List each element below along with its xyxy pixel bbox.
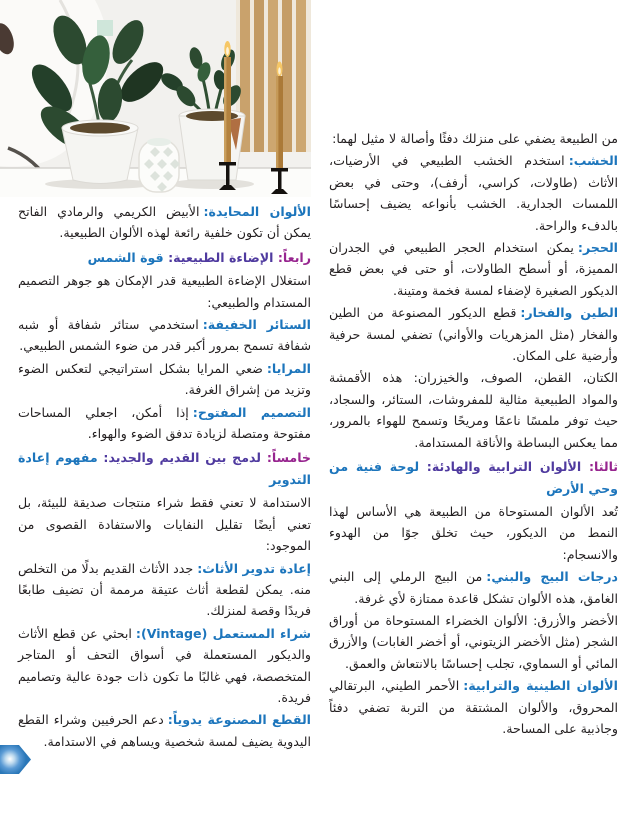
para-text: جدد الأثاث القديم بدلًا من التخلص منه. يمكن لقطعة أثاث عتيقة مرممة أن تضيف طابعًا فريدًا وقصة لمنزلك. [18, 560, 311, 619]
left-text-column [18, 201, 311, 753]
para-text: يمكن استخدام الحجر الطبيعي في الجدران المميزة، أو أسطح الطاولات، أو حتى في بعض قطع الديكور الصغيرة لإضفاء لمسة فخمة ومتينة. [329, 240, 618, 298]
section-wood [329, 150, 618, 236]
white-plant-pot-left [62, 120, 138, 184]
term-label-open-design: التصميم المفتوح: [192, 404, 311, 420]
section-mirrors [18, 358, 311, 401]
white-plant-pot-right [179, 109, 245, 180]
heading-fourth-section [18, 247, 311, 268]
section-neutral-colors [18, 201, 311, 244]
term-label-stone: الحجر: [577, 240, 618, 256]
para-text: الكتان، القطن، الصوف، والخيزران: هذه الأقمشة والمواد الطبيعية مثالية للمفروشات، الستائر، والسجاد، حيث توفر ملمسًا ناعمًا ومريحًا وتسمح للهواء بالمرور، مما يعكس البساطة والأناقة المستدامة. [329, 370, 618, 450]
heading-ordinal: ثالثا: [588, 459, 619, 475]
section-vintage-shopping [18, 623, 311, 709]
inline-photo [0, 0, 311, 197]
heading-title: الألوان الترابية والهادئة: [426, 459, 582, 475]
term-label-clay: الطين والفخار: [520, 305, 619, 321]
section-handmade-pieces [18, 709, 311, 752]
para-text: إذا أمكن، اجعلي المساحات مفتوحة ومتصلة لزيادة تدفق الضوء والهواء. [18, 404, 311, 442]
heading-title: الإضاءة الطبيعية: [168, 249, 274, 265]
para-text: الأبيض الكريمي والرمادي الفاتح يمكن أن تكون خلفية رائعة لهذه الألوان الطبيعية. [18, 204, 311, 241]
para-recycle-intro [18, 492, 311, 556]
para-text: ضعي المرايا بشكل استراتيجي لتعكس الضوء وتزيد من إشراق الغرفة. [18, 360, 311, 398]
section-beige-brown [329, 566, 618, 609]
para-colors-intro [329, 501, 618, 565]
heading-subtitle: مفهوم إعادة التدوير [18, 450, 311, 487]
heading-third-section [329, 456, 618, 499]
para-continuation [329, 128, 618, 149]
section-earthy-colors [329, 675, 618, 739]
para-text: ابحثي عن قطع الأثاث والديكور المستعملة في أسواق التحف أو المتاجر المتخصصة، فهي غالبًا ما تكون ذات جودة عالية وتصاميم فريدة. [18, 625, 311, 705]
para-natural-fabrics [329, 367, 618, 453]
para-lighting-intro [18, 270, 311, 313]
para-text: قطع الديكور المصنوعة من الطين والفخار (مثل المزهريات والأواني) تضفي لمسة حرفية وأرضية على المكان. [329, 305, 618, 364]
para-text: من الطبيعة يضفي على منزلك دفئًا وأصالة لا مثيل لهما: [332, 131, 618, 146]
heading-subtitle: قوة الشمس [87, 249, 164, 265]
term-label-upcycling: إعادة تدوير الأثاث: [197, 560, 311, 576]
heading-ordinal: خامساً: [266, 450, 312, 466]
section-light-curtains [18, 314, 311, 357]
heading-title: لدمج بين القديم والجديد: [103, 450, 262, 466]
heading-ordinal: رابعاً: [277, 249, 311, 265]
section-open-design [18, 402, 311, 445]
para-text: الأخضر والأزرق: الألوان الخضراء المستوحاة من أوراق الشجر (مثل الأخضر الزيتوني، أو أخضر الغابات) والأزرق المائي أو السماوي، تجلب إحساسًا بالانتعاش والعمق. [329, 612, 618, 671]
term-label-curtains: الستائر الخفيفة: [202, 317, 311, 333]
term-label-beige: درجات البيج والبني: [486, 569, 619, 585]
term-label-vintage: شراء المستعمل (Vintage): [135, 625, 311, 641]
para-text: الاستدامة لا تعني فقط شراء منتجات صديقة للبيئة، بل تعني أيضًا تقليل النفايات والاستفادة القصوى من الموجود: [18, 495, 311, 554]
mint-glass [97, 20, 113, 36]
para-text: الأحمر الطيني، البرتقالي المحروق، والألوان المشتقة من التربة تضفي دفئاً وجاذبية على المساحة. [329, 678, 618, 736]
term-label-handmade: القطع المصنوعة يدوياً: [167, 712, 311, 728]
wood-slats [236, 0, 311, 152]
term-label-earthy: الألوان الطينية والترابية: [463, 678, 618, 694]
heading-fifth-section [18, 447, 311, 490]
heading-subtitle: لوحة فنية من وحي الأرض [329, 459, 618, 496]
plants-photo-illustration [0, 0, 311, 197]
term-label-mirrors: المرايا: [266, 360, 311, 376]
para-text: استخدمي ستائر شفافة أو شبه شفافة تسمح بمرور أكبر قدر من ضوء الشمس الطبيعي. [18, 317, 311, 354]
para-green-blue [329, 610, 618, 674]
term-label-neutral: الألوان المحايدة: [203, 204, 311, 219]
section-stone [329, 237, 618, 301]
para-text: دعم الحرفيين وشراء القطع اليدوية يضيف لمسة شخصية ويساهم في الاستدامة. [18, 712, 311, 749]
section-clay-pottery [329, 302, 618, 366]
para-text: استغلال الإضاءة الطبيعية قدر الإمكان هو جوهر التصميم المستدام والطبيعي: [18, 273, 311, 310]
para-text: استخدم الخشب الطبيعي في الأرضيات، الأثاث (طاولات، كراسي، أرفف)، وحتى في بعض اللمسات الجدارية. الخشب بأنواعه يضيف إحساسًا بالدفء والراحة. [329, 153, 618, 233]
para-text: من البيج الرملي إلى البني الغامق، هذه الألوان تشكل قاعدة ممتازة لأي غرفة. [329, 569, 618, 606]
term-label-wood: الخشب: [568, 153, 618, 169]
section-furniture-upcycling [18, 558, 311, 622]
para-text: تُعد الألوان المستوحاة من الطبيعة هي الأساس لهذا النمط من الديكور، حيث تخلق جوًا من الهدوء والانسجام: [329, 503, 618, 562]
right-text-column [329, 128, 618, 740]
lattice-lantern [139, 138, 180, 192]
